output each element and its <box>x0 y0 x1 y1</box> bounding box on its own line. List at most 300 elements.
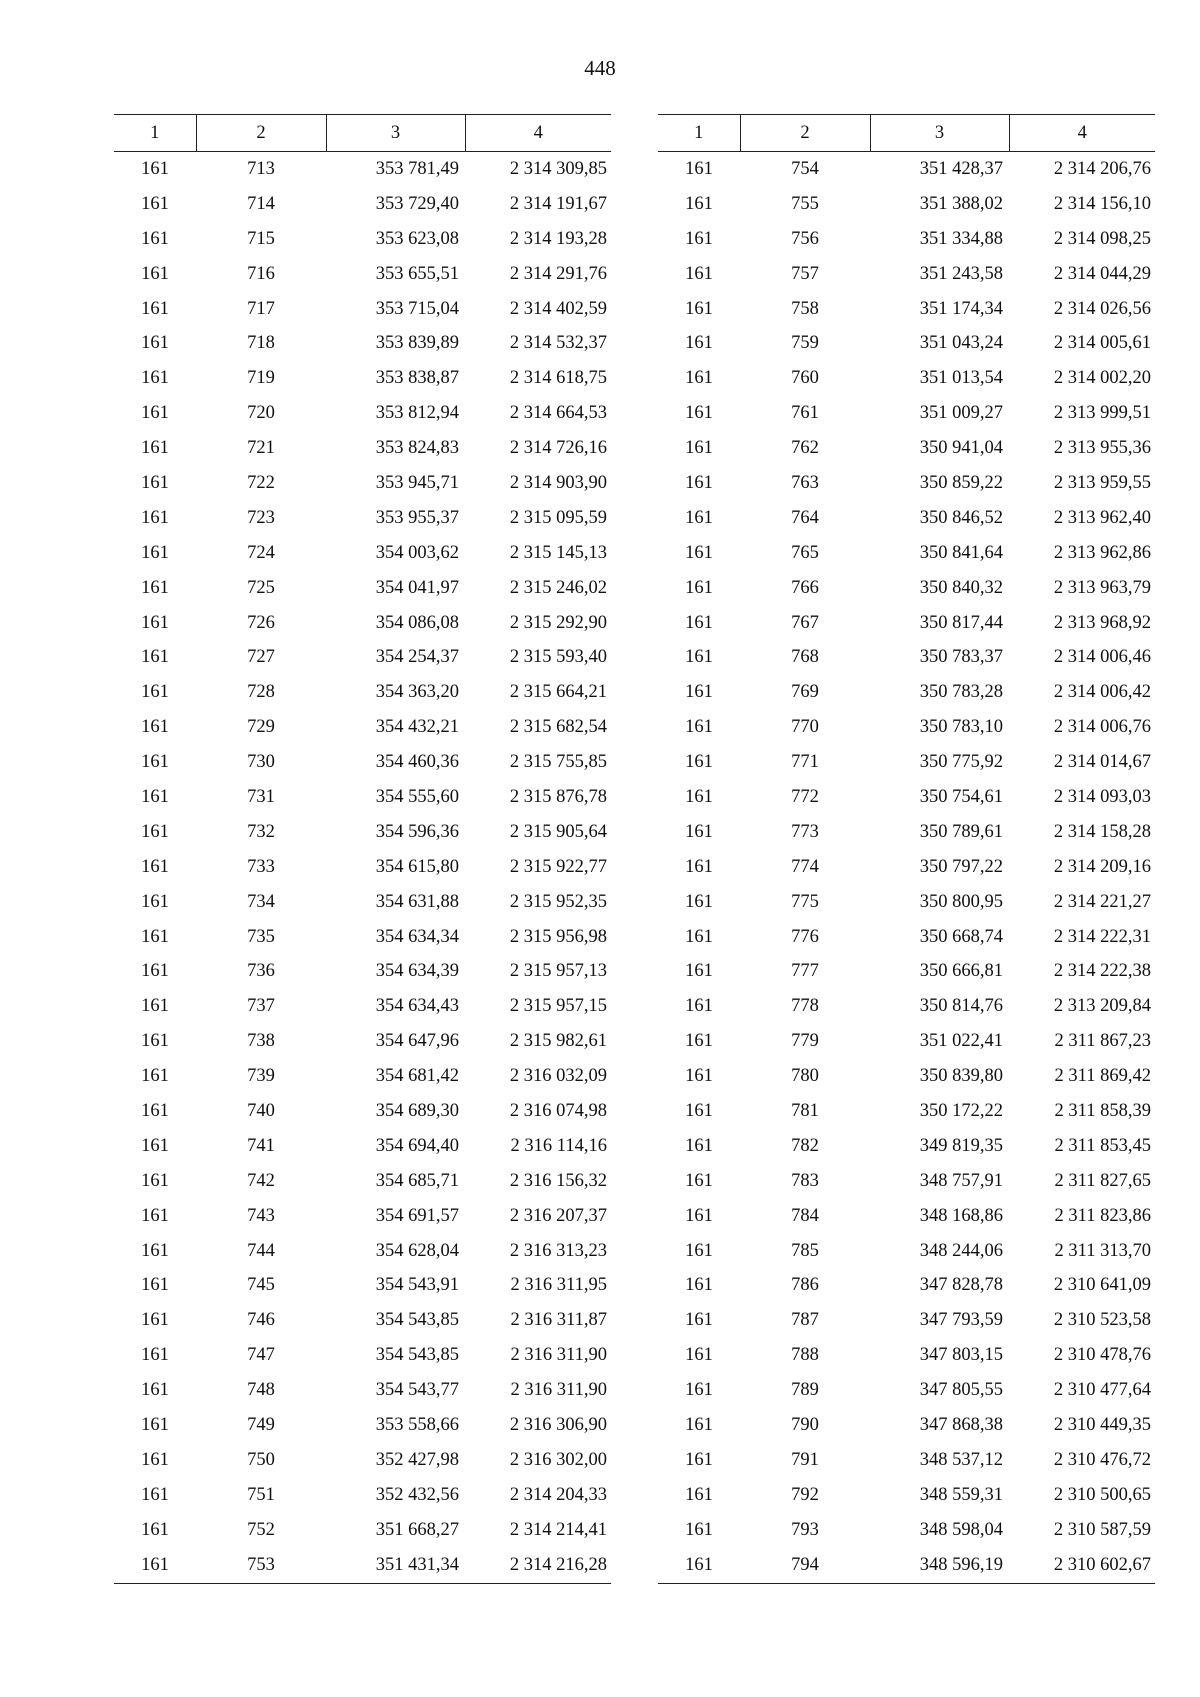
cell-y: 2 315 755,85 <box>509 752 607 773</box>
table-row <box>114 850 611 885</box>
cell-y: 2 314 005,61 <box>1053 333 1151 354</box>
cell-y: 2 316 207,37 <box>509 1205 607 1226</box>
cell-number: 161 <box>685 717 713 738</box>
cell-point: 719 <box>247 368 275 389</box>
cell-x: 354 634,43 <box>375 996 459 1017</box>
cell-number: 161 <box>141 1449 169 1470</box>
cell-x: 351 013,54 <box>919 368 1003 389</box>
cell-point: 790 <box>791 1415 819 1435</box>
table-row <box>658 257 1155 292</box>
table-row <box>114 396 611 431</box>
cell-number: 161 <box>685 193 713 214</box>
cell-point: 786 <box>791 1275 819 1296</box>
cell-x: 353 945,71 <box>375 472 459 493</box>
cell-number: 161 <box>685 1240 713 1261</box>
cell-number: 161 <box>685 682 713 703</box>
cell-number: 161 <box>685 403 713 424</box>
cell-y: 2 314 156,10 <box>1053 193 1151 214</box>
cell-point: 747 <box>247 1345 275 1366</box>
cell-point: 788 <box>791 1345 819 1366</box>
cell-number: 161 <box>685 961 713 982</box>
cell-number: 161 <box>141 786 169 807</box>
cell-number: 161 <box>685 647 713 668</box>
table-row <box>114 1094 611 1129</box>
cell-point: 715 <box>247 228 275 249</box>
cell-number: 161 <box>141 403 169 424</box>
cell-x: 353 729,40 <box>375 193 459 214</box>
cell-number: 161 <box>685 1066 713 1087</box>
cell-number: 161 <box>685 1449 713 1470</box>
cell-x: 353 839,89 <box>375 333 459 354</box>
cell-x: 350 172,22 <box>919 1100 1003 1121</box>
table-row <box>658 1548 1155 1583</box>
cell-x: 354 685,71 <box>375 1170 459 1191</box>
table-row <box>114 1373 611 1408</box>
table-row <box>658 1373 1155 1408</box>
table-row <box>658 1443 1155 1478</box>
table-row <box>114 640 611 675</box>
cell-y: 2 314 664,53 <box>509 403 607 424</box>
cell-y: 2 316 311,87 <box>510 1310 607 1331</box>
cell-number: 161 <box>685 612 713 633</box>
table-body <box>114 152 611 1584</box>
cell-y: 2 315 876,78 <box>509 786 607 807</box>
cell-number: 161 <box>141 1100 169 1121</box>
cell-x: 354 086,08 <box>375 612 459 633</box>
cell-y: 2 314 206,76 <box>1053 158 1151 179</box>
cell-point: 791 <box>791 1449 819 1470</box>
cell-number: 161 <box>141 647 169 668</box>
cell-y: 2 313 999,51 <box>1053 403 1151 424</box>
cell-x: 348 598,04 <box>919 1519 1003 1540</box>
table-row <box>114 954 611 989</box>
cell-point: 760 <box>791 368 819 389</box>
table-row <box>658 361 1155 396</box>
table-row <box>658 1408 1155 1443</box>
cell-y: 2 314 402,59 <box>509 298 607 319</box>
cell-number: 161 <box>141 1066 169 1087</box>
cell-x: 354 432,21 <box>375 717 459 738</box>
cell-y: 2 310 641,09 <box>1053 1275 1151 1296</box>
table-row <box>658 536 1155 571</box>
cell-x: 353 812,94 <box>375 403 459 424</box>
table-row <box>658 1059 1155 1094</box>
cell-number: 161 <box>685 1205 713 1226</box>
table-row <box>114 1024 611 1059</box>
cell-x: 354 628,04 <box>375 1240 459 1261</box>
cell-y: 2 314 044,29 <box>1053 263 1151 284</box>
cell-y: 2 315 095,59 <box>509 507 607 528</box>
cell-x: 353 781,49 <box>375 158 459 179</box>
table-row <box>114 1548 611 1583</box>
column-header-1: 1 <box>658 115 740 152</box>
table-row <box>658 1513 1155 1548</box>
cell-x: 354 691,57 <box>375 1205 459 1226</box>
table-row <box>114 536 611 571</box>
cell-y: 2 313 963,79 <box>1053 577 1151 598</box>
cell-y: 2 311 858,39 <box>1054 1100 1151 1121</box>
cell-y: 2 311 827,65 <box>1054 1170 1151 1191</box>
table-row <box>114 292 611 327</box>
table-row <box>658 710 1155 745</box>
cell-point: 745 <box>247 1275 275 1296</box>
table-row <box>114 1164 611 1199</box>
cell-point: 785 <box>791 1240 819 1261</box>
table-header <box>658 115 1155 152</box>
cell-point: 733 <box>247 856 275 877</box>
cell-number: 161 <box>685 542 713 563</box>
cell-x: 352 427,98 <box>375 1449 459 1470</box>
cell-y: 2 310 523,58 <box>1053 1310 1151 1331</box>
cell-x: 354 460,36 <box>375 752 459 773</box>
cell-y: 2 314 191,67 <box>509 193 607 214</box>
cell-point: 718 <box>247 333 275 354</box>
cell-point: 720 <box>247 403 275 424</box>
cell-y: 2 314 618,75 <box>509 368 607 389</box>
cell-x: 354 681,42 <box>375 1066 459 1087</box>
table-row <box>114 675 611 710</box>
cell-point: 749 <box>247 1415 275 1435</box>
cell-number: 161 <box>141 438 169 459</box>
cell-number: 161 <box>141 752 169 773</box>
cell-x: 354 615,80 <box>375 856 459 877</box>
cell-y: 2 311 867,23 <box>1054 1031 1151 1052</box>
table-row <box>658 1199 1155 1234</box>
cell-y: 2 314 026,56 <box>1053 298 1151 319</box>
cell-point: 774 <box>791 856 819 877</box>
cell-number: 161 <box>685 1310 713 1331</box>
cell-number: 161 <box>685 821 713 842</box>
cell-x: 348 168,86 <box>919 1205 1003 1226</box>
cell-x: 351 388,02 <box>919 193 1003 214</box>
cell-number: 161 <box>685 368 713 389</box>
cell-y: 2 316 313,23 <box>509 1240 607 1261</box>
table-row <box>114 1059 611 1094</box>
cell-number: 161 <box>685 926 713 947</box>
cell-x: 347 868,38 <box>919 1415 1003 1435</box>
table-row <box>658 780 1155 815</box>
cell-y: 2 316 156,32 <box>509 1170 607 1191</box>
cell-point: 762 <box>791 438 819 459</box>
cell-point: 735 <box>247 926 275 947</box>
column-header-1: 1 <box>114 115 196 152</box>
cell-number: 161 <box>141 542 169 563</box>
cell-point: 739 <box>247 1066 275 1087</box>
table-row <box>114 1478 611 1513</box>
cell-y: 2 314 222,31 <box>1053 926 1151 947</box>
table-row <box>658 1303 1155 1338</box>
cell-x: 351 009,27 <box>919 403 1003 424</box>
column-header-3: 3 <box>326 115 465 152</box>
cell-x: 351 668,27 <box>375 1519 459 1540</box>
cell-x: 353 623,08 <box>375 228 459 249</box>
cell-number: 161 <box>141 1031 169 1052</box>
cell-point: 792 <box>791 1484 819 1505</box>
cell-point: 731 <box>247 786 275 807</box>
cell-x: 354 631,88 <box>375 891 459 912</box>
cell-x: 347 793,59 <box>919 1310 1003 1331</box>
cell-x: 350 668,74 <box>919 926 1003 947</box>
cell-x: 354 694,40 <box>375 1135 459 1156</box>
cell-number: 161 <box>685 263 713 284</box>
table-row <box>114 1303 611 1338</box>
column-header-4: 4 <box>465 115 611 152</box>
cell-number: 161 <box>141 263 169 284</box>
cell-y: 2 311 823,86 <box>1054 1205 1151 1226</box>
cell-x: 354 555,60 <box>375 786 459 807</box>
coordinates-table-right <box>658 114 1155 1584</box>
cell-point: 722 <box>247 472 275 493</box>
cell-point: 738 <box>247 1031 275 1052</box>
table-row <box>114 745 611 780</box>
table-row <box>658 326 1155 361</box>
cell-number: 161 <box>141 1170 169 1191</box>
cell-point: 736 <box>247 961 275 982</box>
cell-y: 2 313 959,55 <box>1053 472 1151 493</box>
cell-x: 354 634,34 <box>375 926 459 947</box>
cell-x: 354 689,30 <box>375 1100 459 1121</box>
cell-x: 348 596,19 <box>870 1548 1009 1583</box>
cell-y: 2 314 014,67 <box>1053 752 1151 773</box>
cell-number: 161 <box>141 1205 169 1226</box>
table-row <box>658 187 1155 222</box>
cell-x: 353 558,66 <box>375 1415 459 1435</box>
cell-number: 161 <box>141 577 169 598</box>
cell-point: 737 <box>247 996 275 1017</box>
table-body <box>658 152 1155 1584</box>
table-header <box>114 115 611 152</box>
cell-x: 350 840,32 <box>919 577 1003 598</box>
cell-y: 2 310 449,35 <box>1053 1415 1151 1435</box>
cell-point: 756 <box>791 228 819 249</box>
cell-point: 759 <box>791 333 819 354</box>
cell-y: 2 311 313,70 <box>1054 1240 1151 1261</box>
cell-x: 350 775,92 <box>919 752 1003 773</box>
cell-number: 161 <box>685 298 713 319</box>
table-row <box>114 1513 611 1548</box>
cell-point: 713 <box>247 158 275 179</box>
cell-x: 350 783,28 <box>919 682 1003 703</box>
cell-x: 348 537,12 <box>919 1449 1003 1470</box>
cell-y: 2 315 905,64 <box>509 821 607 842</box>
cell-y: 2 310 477,64 <box>1053 1380 1151 1401</box>
cell-y: 2 314 006,46 <box>1053 647 1151 668</box>
cell-number: 161 <box>685 1415 713 1435</box>
table-row <box>658 606 1155 641</box>
table-row <box>658 1478 1155 1513</box>
cell-x: 354 634,39 <box>375 961 459 982</box>
table-row <box>114 920 611 955</box>
table-row <box>114 989 611 1024</box>
cell-y: 2 310 587,59 <box>1053 1519 1151 1540</box>
cell-number: 161 <box>685 228 713 249</box>
cell-number: 161 <box>685 1484 713 1505</box>
cell-y: 2 313 209,84 <box>1053 996 1151 1017</box>
cell-x: 354 041,97 <box>375 577 459 598</box>
cell-number: 161 <box>141 717 169 738</box>
table-row <box>658 152 1155 187</box>
cell-point: 767 <box>791 612 819 633</box>
cell-y: 2 314 002,20 <box>1053 368 1151 389</box>
cell-x: 354 003,62 <box>375 542 459 563</box>
cell-x: 354 543,85 <box>375 1310 459 1331</box>
cell-x: 354 254,37 <box>375 647 459 668</box>
cell-point: 784 <box>791 1205 819 1226</box>
table-row <box>658 431 1155 466</box>
cell-point: 734 <box>247 891 275 912</box>
cell-point: 725 <box>247 577 275 598</box>
cell-point: 741 <box>247 1135 275 1156</box>
cell-number: 161 <box>141 1345 169 1366</box>
table-row <box>658 920 1155 955</box>
cell-y: 2 315 145,13 <box>509 542 607 563</box>
cell-y: 2 316 311,90 <box>510 1345 607 1366</box>
cell-number: 161 <box>685 786 713 807</box>
cell-y: 2 310 476,72 <box>1053 1449 1151 1470</box>
cell-point: 763 <box>791 472 819 493</box>
cell-point: 714 <box>247 193 275 214</box>
cell-y: 2 313 962,86 <box>1053 542 1151 563</box>
cell-x: 351 022,41 <box>919 1031 1003 1052</box>
cell-x: 350 841,64 <box>919 542 1003 563</box>
cell-x: 354 543,85 <box>375 1345 459 1366</box>
cell-point: 746 <box>247 1310 275 1331</box>
cell-number: 161 <box>685 856 713 877</box>
table-row <box>658 1234 1155 1269</box>
table-row <box>658 675 1155 710</box>
cell-x: 353 824,83 <box>375 438 459 459</box>
cell-point: 766 <box>791 577 819 598</box>
coordinates-table-left <box>114 114 611 1584</box>
cell-x: 350 817,44 <box>919 612 1003 633</box>
cell-point: 723 <box>247 507 275 528</box>
column-header-2: 2 <box>740 115 870 152</box>
cell-y: 2 314 214,41 <box>509 1519 607 1540</box>
cell-point: 770 <box>791 717 819 738</box>
cell-x: 350 839,80 <box>919 1066 1003 1087</box>
table-row <box>114 257 611 292</box>
cell-x: 350 941,04 <box>919 438 1003 459</box>
table-row <box>658 989 1155 1024</box>
page-number: 448 <box>584 56 616 80</box>
cell-y: 2 314 222,38 <box>1053 961 1151 982</box>
cell-number: 161 <box>141 1415 169 1435</box>
table-row <box>114 1443 611 1478</box>
column-header-2: 2 <box>196 115 326 152</box>
cell-y: 2 314 221,27 <box>1053 891 1151 912</box>
cell-y: 2 316 032,09 <box>509 1066 607 1087</box>
table-row <box>658 885 1155 920</box>
table-row <box>114 361 611 396</box>
cell-point: 752 <box>247 1519 275 1540</box>
table-row <box>658 466 1155 501</box>
cell-point: 758 <box>791 298 819 319</box>
cell-number: 161 <box>685 1345 713 1366</box>
cell-number: 161 <box>141 298 169 319</box>
cell-point: 782 <box>791 1135 819 1156</box>
cell-y: 2 315 682,54 <box>509 717 607 738</box>
table-row <box>658 954 1155 989</box>
cell-x: 351 043,24 <box>919 333 1003 354</box>
cell-y: 2 314 291,76 <box>509 263 607 284</box>
cell-point: 772 <box>791 786 819 807</box>
cell-point: 755 <box>791 193 819 214</box>
cell-number: 161 <box>114 1548 196 1583</box>
cell-y: 2 310 478,76 <box>1053 1345 1151 1366</box>
cell-y: 2 314 098,25 <box>1053 228 1151 249</box>
cell-x: 351 431,34 <box>326 1548 465 1583</box>
cell-point: 768 <box>791 647 819 668</box>
cell-number: 161 <box>685 891 713 912</box>
table-row <box>658 1338 1155 1373</box>
cell-y: 2 314 532,37 <box>509 333 607 354</box>
cell-number: 161 <box>141 856 169 877</box>
cell-point: 727 <box>247 647 275 668</box>
table-row <box>114 885 611 920</box>
table-row <box>658 1269 1155 1304</box>
cell-number: 161 <box>685 1170 713 1191</box>
cell-y: 2 314 006,42 <box>1053 682 1151 703</box>
cell-point: 744 <box>247 1240 275 1261</box>
cell-point: 780 <box>791 1066 819 1087</box>
cell-point: 769 <box>791 682 819 703</box>
cell-y: 2 315 922,77 <box>509 856 607 877</box>
cell-point: 751 <box>247 1484 275 1505</box>
cell-point: 716 <box>247 263 275 284</box>
cell-y: 2 314 193,28 <box>509 228 607 249</box>
table-row <box>114 431 611 466</box>
cell-y: 2 310 602,67 <box>1009 1548 1155 1583</box>
cell-y: 2 315 957,15 <box>509 996 607 1017</box>
cell-x: 350 814,76 <box>919 996 1003 1017</box>
cell-x: 350 800,95 <box>919 891 1003 912</box>
cell-point: 730 <box>247 752 275 773</box>
table-row <box>658 815 1155 850</box>
cell-number: 161 <box>685 507 713 528</box>
table-row <box>658 850 1155 885</box>
cell-number: 161 <box>685 472 713 493</box>
cell-number: 161 <box>685 1519 713 1540</box>
cell-y: 2 314 726,16 <box>509 438 607 459</box>
cell-y: 2 314 093,03 <box>1053 786 1151 807</box>
cell-point: 764 <box>791 507 819 528</box>
cell-y: 2 311 869,42 <box>1054 1066 1151 1087</box>
cell-x: 354 647,96 <box>375 1031 459 1052</box>
cell-point: 775 <box>791 891 819 912</box>
cell-x: 353 655,51 <box>375 263 459 284</box>
cell-point: 740 <box>247 1100 275 1121</box>
cell-x: 351 428,37 <box>919 158 1003 179</box>
cell-y: 2 314 209,16 <box>1053 856 1151 877</box>
cell-number: 161 <box>141 612 169 633</box>
cell-number: 161 <box>141 821 169 842</box>
cell-number: 161 <box>141 926 169 947</box>
cell-x: 350 666,81 <box>919 961 1003 982</box>
cell-x: 348 757,91 <box>919 1170 1003 1191</box>
cell-y: 2 313 955,36 <box>1053 438 1151 459</box>
cell-x: 350 754,61 <box>919 786 1003 807</box>
cell-y: 2 313 962,40 <box>1053 507 1151 528</box>
cell-point: 779 <box>791 1031 819 1052</box>
cell-point: 724 <box>247 542 275 563</box>
table-row <box>114 1408 611 1443</box>
cell-number: 161 <box>685 1135 713 1156</box>
table-row <box>114 1129 611 1164</box>
cell-point: 781 <box>791 1100 819 1121</box>
cell-y: 2 314 903,90 <box>509 472 607 493</box>
cell-point: 771 <box>791 752 819 773</box>
cell-number: 161 <box>141 1310 169 1331</box>
